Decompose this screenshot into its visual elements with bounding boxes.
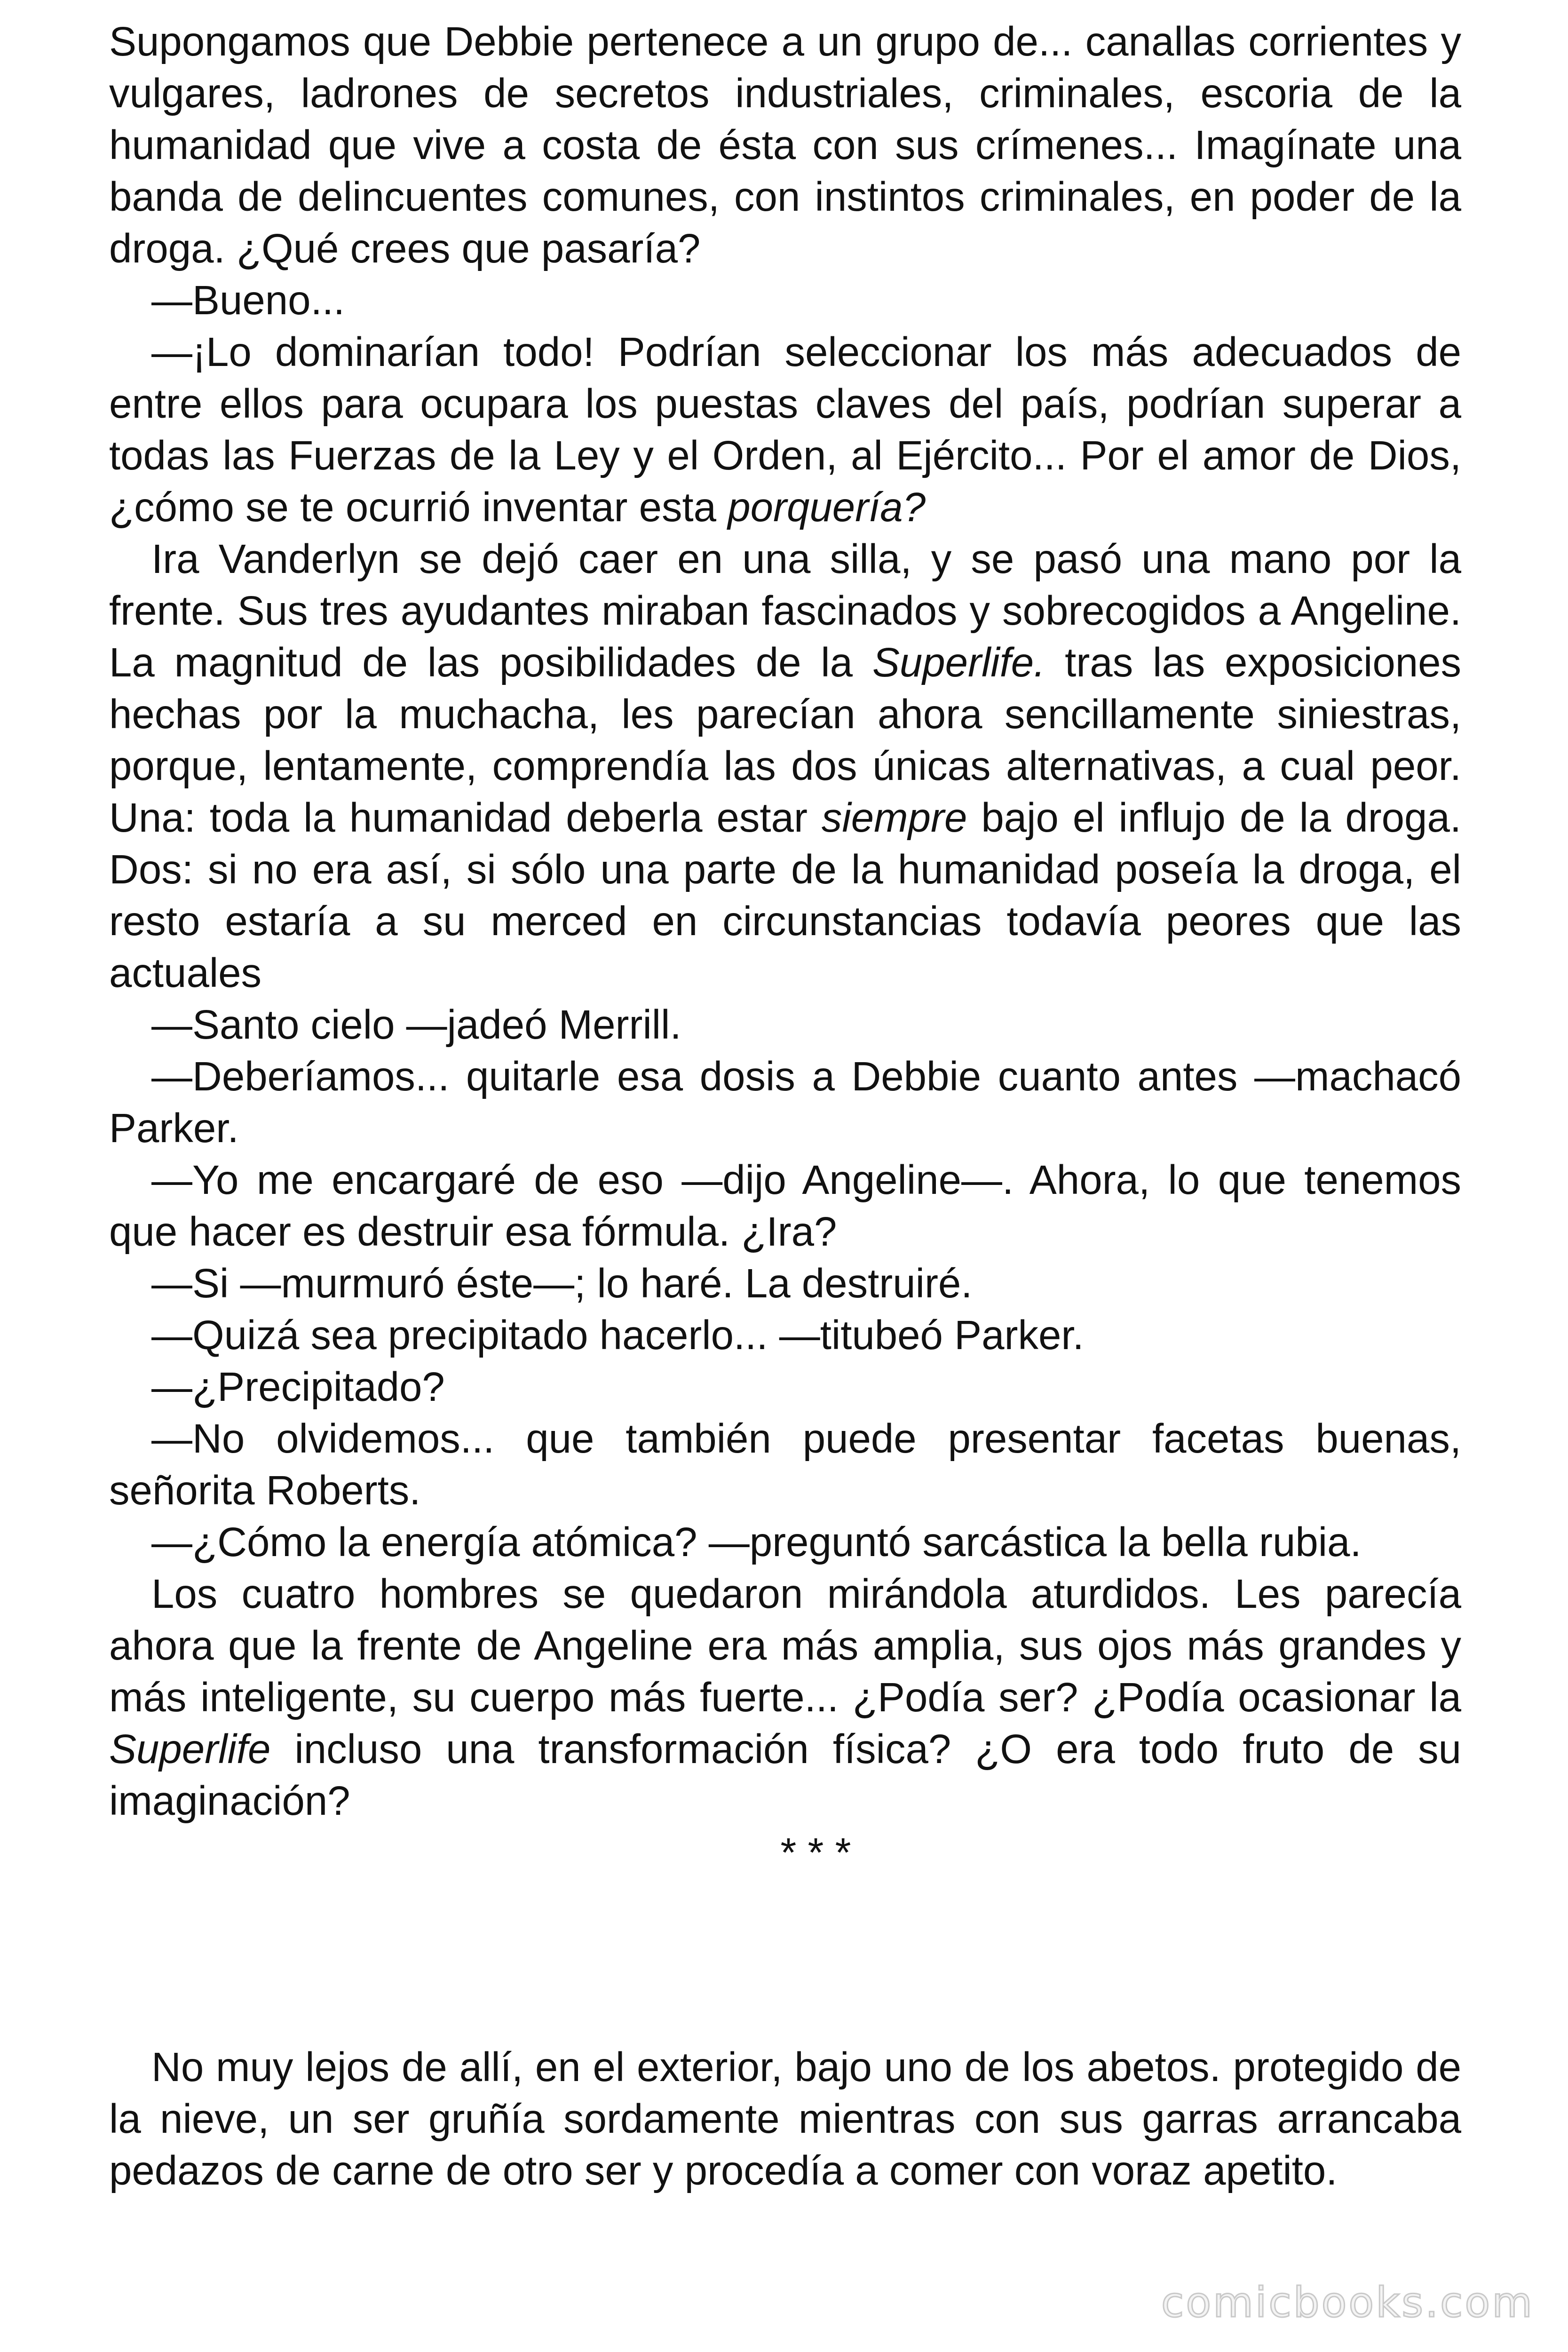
- paragraph: [109, 1258, 1461, 1310]
- text-run: —Si —murmuró éste—; lo haré. La destruiré.: [151, 1261, 973, 1306]
- paragraph: [109, 16, 1461, 275]
- watermark: comicbooks.com: [1161, 2278, 1534, 2327]
- text-run: tras las exposiciones hechas por la muchacha, les parecían ahora sencillamente siniestras, porque, lentamente, comprendía las dos únicas alternativas, a cual peor. Una: toda la humanidad deberla estar: [109, 640, 1461, 841]
- text-run: bajo el influjo de la droga. Dos: si no era así, si sólo una parte de la humanidad poseía la droga, el resto estaría a su merced en circunstancias todavía peores que las actuales: [109, 795, 1461, 996]
- paragraph: [109, 275, 1461, 326]
- paragraph: [109, 1517, 1461, 1568]
- paragraph: [109, 999, 1461, 1051]
- text-run: —Santo cielo —jadeó Merrill.: [151, 1002, 681, 1048]
- page-body: [109, 16, 1461, 2197]
- text-run: —Bueno...: [151, 278, 345, 323]
- text-run: —¿Precipitado?: [151, 1364, 445, 1410]
- text-run: —Yo me encargaré de eso —dijo Angeline—. Ahora, lo que tenemos que hacer es destruir esa fórmula. ¿Ira?: [109, 1157, 1461, 1255]
- text-run: —Quizá sea precipitado hacerlo... —titubeó Parker.: [151, 1312, 1084, 1358]
- paragraph: [109, 326, 1461, 533]
- paragraph: [109, 1361, 1461, 1413]
- italic-run: Superlife.: [872, 640, 1045, 685]
- paragraph: [109, 1413, 1461, 1517]
- paragraph: [109, 1154, 1461, 1258]
- text-run: —¡Lo dominarían todo! Podrían seleccionar los más adecuados de entre ellos para ocupara los puestas claves del país, podrían superar a todas las Fuerzas de la Ley y el Orden, al Ejército... Por el amor de Dios, ¿cómo se te ocurrió inventar esta: [109, 329, 1461, 530]
- text-run: —No olvidemos... que también puede presentar facetas buenas, señorita Roberts.: [109, 1416, 1461, 1513]
- italic-run: porquería?: [728, 485, 926, 530]
- text-run: —Deberíamos... quitarle esa dosis a Debbie cuanto antes —machacó Parker.: [109, 1054, 1461, 1151]
- text-run: Los cuatro hombres se quedaron mirándola aturdidos. Les parecía ahora que la frente de Angeline era más amplia, sus ojos más grandes y más inteligente, su cuerpo más fuerte... ¿Podía ser? ¿Podía ocasionar la: [109, 1571, 1461, 1720]
- italic-run: siempre: [821, 795, 967, 841]
- paragraph: [109, 533, 1461, 999]
- text-run: incluso una transformación física? ¿O era todo fruto de su imaginación?: [109, 1726, 1461, 1824]
- italic-run: Superlife: [109, 1726, 271, 1772]
- paragraph: [109, 1051, 1461, 1154]
- text-run: Supongamos que Debbie pertenece a un grupo de... canallas corrientes y vulgares, ladrones de secretos industriales, criminales, escoria de la humanidad que vive a costa de ésta con sus crímenes... Imagínate una banda de delincuentes comunes, con instintos criminales, en poder de la droga. ¿Qué crees que pasaría?: [109, 19, 1461, 271]
- section-gap: [109, 1879, 1461, 2042]
- text-run: Ira Vanderlyn se dejó caer en una silla, y se pasó una mano por la frente. Sus tres ayudantes miraban fascinados y sobrecogidos a Angeline. La magnitud de las posibilidades de la: [109, 536, 1461, 685]
- closing-paragraph: No muy lejos de allí, en el exterior, bajo uno de los abetos. protegido de la nieve, un ser gruñía sordamente mientras con sus garras arrancaba pedazos de carne de otro ser y procedía a comer con voraz apetito.: [109, 2044, 1461, 2193]
- paragraph: [109, 1310, 1461, 1361]
- scene-separator: * * *: [780, 1830, 851, 1875]
- text-run: —¿Cómo la energía atómica? —preguntó sarcástica la bella rubia.: [151, 1519, 1362, 1565]
- paragraph: [109, 1568, 1461, 1827]
